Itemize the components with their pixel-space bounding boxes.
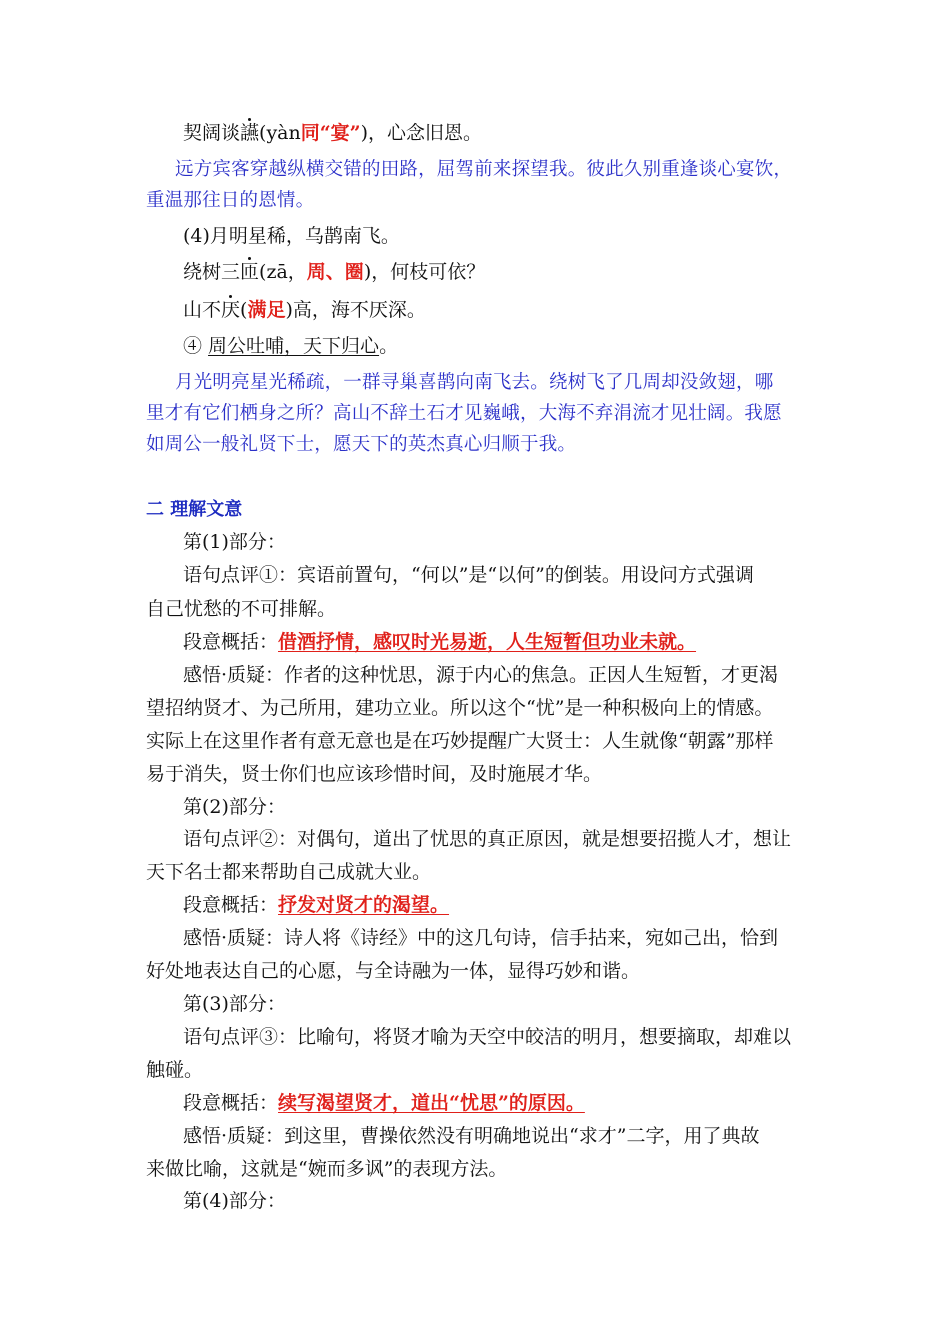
comment-3-line-1: 语句点评③：比喻句，将贤才喻为天空中皎洁的明月，想要摘取，却难以: [183, 1026, 792, 1048]
comment-1-line-2: 自己忧愁的不可排解。: [146, 598, 337, 620]
poem-line-yueming: (4)月明星稀，乌鹊南飞。: [183, 225, 400, 247]
poem-line-qikuo: 契阔谈讌(yàn同“宴”)，心念旧恩。: [183, 122, 483, 144]
insight-1-line-2: 望招纳贤才、为己所用，建功立业。所以这个“忧”是一种积极向上的情感。: [146, 697, 774, 719]
emphasis-dot-char: 厌: [221, 299, 241, 321]
section-heading: 二 理解文意: [146, 499, 243, 520]
translation-1-line-1: 远方宾客穿越纵横交错的田路，屈驾前来探望我。彼此久别重逢谈心宴饮，: [175, 159, 793, 180]
emphasis-dot-char: 讌: [240, 122, 260, 144]
comment-2-line-1: 语句点评②：对偶句，道出了忧思的真正原因，就是想要招揽人才，想让: [183, 828, 792, 850]
comment-3-line-2: 触碰。: [146, 1059, 204, 1081]
summary-3: 段意概括：续写渴望贤才，道出“忧思”的原因。: [183, 1092, 585, 1114]
annotation-red: 满足: [247, 299, 286, 321]
summary-2: 段意概括：抒发对贤才的渴望。: [183, 894, 450, 916]
translation-1-line-2: 重温那往日的恩情。: [146, 190, 315, 211]
part-1-label: 第(1)部分：: [183, 531, 286, 553]
summary-3-value: 续写渴望贤才，道出“忧思”的原因。: [278, 1092, 585, 1114]
summary-1: 段意概括：借酒抒情，感叹时光易逝，人生短暂但功业未就。: [183, 631, 697, 653]
insight-1-line-3: 实际上在这里作者有意无意也是在巧妙提醒广大贤士：人生就像“朝露”那样: [146, 730, 774, 752]
poem-line-zhougong: ④ 周公吐哺，天下归心。: [183, 335, 399, 357]
comment-2-line-2: 天下名士都来帮助自己成就大业。: [146, 861, 432, 883]
part-4-label: 第(4)部分：: [183, 1190, 286, 1212]
translation-2-line-2: 里才有它们栖身之所？高山不辞土石才见巍峨，大海不弃涓流才见壮阔。我愿: [146, 403, 782, 424]
part-3-label: 第(3)部分：: [183, 993, 286, 1015]
emphasis-dot-char: 匝: [240, 261, 260, 283]
insight-2-line-2: 好处地表达自己的心愿，与全诗融为一体，显得巧妙和谐。: [146, 960, 641, 982]
translation-2-line-1: 月光明亮星光稀疏，一群寻巢喜鹊向南飞去。绕树飞了几周却没敛翅，哪: [175, 372, 774, 393]
insight-2-line-1: 感悟·质疑：诗人将《诗经》中的这几句诗，信手拈来，宛如己出，恰到: [183, 927, 779, 949]
insight-1-line-4: 易于消失，贤士你们也应该珍惜时间，及时施展才华。: [146, 763, 603, 785]
poem-line-shanbuyan: 山不厌(满足)高，海不厌深。: [183, 299, 426, 321]
part-2-label: 第(2)部分：: [183, 796, 286, 818]
summary-2-value: 抒发对贤才的渴望。: [278, 894, 450, 916]
translation-2-line-3: 如周公一般礼贤下士，愿天下的英杰真心归顺于我。: [146, 434, 577, 455]
comment-1-line-1: 语句点评①：宾语前置句，“何以”是“以何”的倒装。用设问方式强调: [183, 564, 754, 586]
insight-3-line-1: 感悟·质疑：到这里，曹操依然没有明确地说出“求才”二字，用了典故: [183, 1125, 760, 1147]
summary-1-value: 借酒抒情，感叹时光易逝，人生短暂但功业未就。: [278, 631, 697, 653]
poem-line-raoshu: 绕树三匝(zā，周、圈)，何枝可依？: [183, 261, 486, 283]
insight-3-line-2: 来做比喻，这就是“婉而多讽”的表现方法。: [146, 1158, 508, 1180]
underlined-phrase: 周公吐哺，天下归心: [208, 335, 380, 357]
annotation-red: 同“宴”: [300, 122, 361, 144]
insight-1-line-1: 感悟·质疑：作者的这种忧思，源于内心的焦急。正因人生短暂，才更渴: [183, 664, 779, 686]
annotation-red: 周、圈: [306, 261, 364, 283]
